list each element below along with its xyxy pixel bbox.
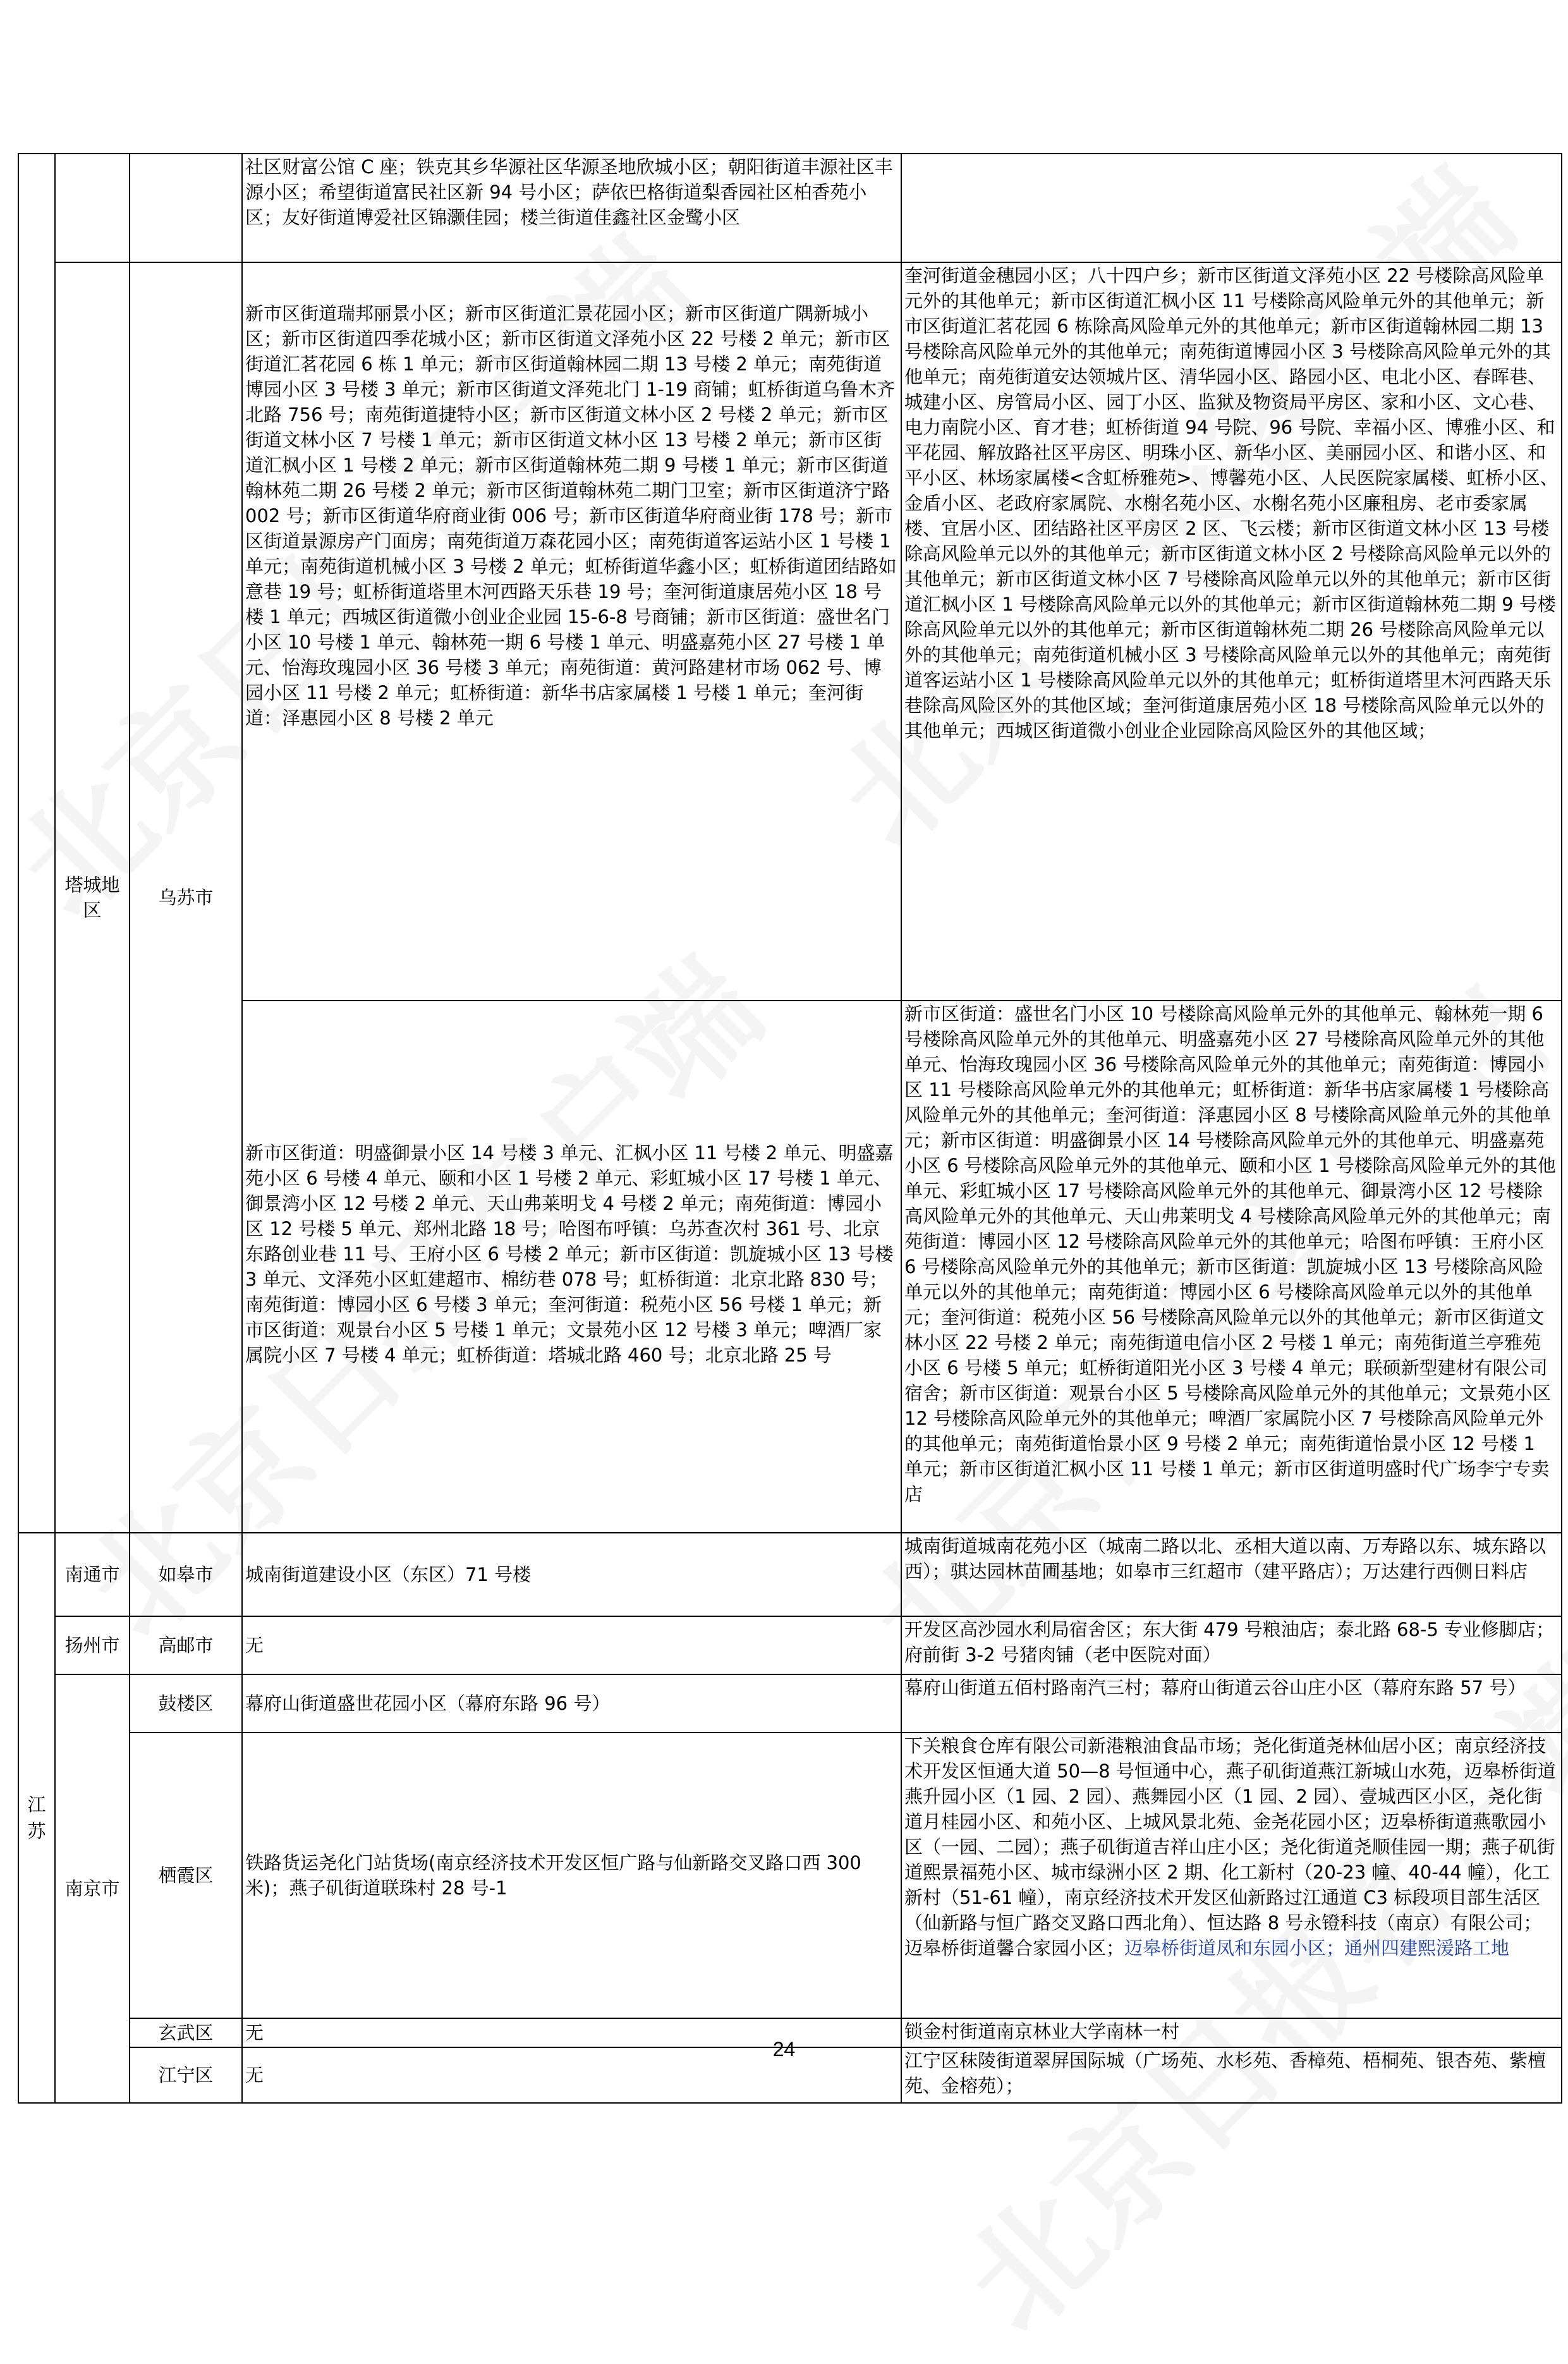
area-cell: 塔城地区 bbox=[55, 262, 130, 1533]
table-row bbox=[18, 154, 1562, 262]
high-risk-cell: 社区财富公馆 C 座；铁克其乡华源社区华源圣地欣城小区；朝阳街道丰源社区丰源小区；希望街道富民社区新 94 号小区；萨依巴格街道梨香园社区柏香苑小区；友好街道博爱社区锦灏佳园；楼兰街道佳鑫社区金鹭小区 bbox=[242, 154, 901, 262]
low-risk-cell: 城南街道城南花苑小区（城南二路以北、丞相大道以南、万寿路以东、城东路以西）；骐达园林苗圃基地；如皋市三红超市（建平路店）；万达建行西侧日料店 bbox=[901, 1533, 1562, 1616]
city-cell: 江宁区 bbox=[130, 2047, 242, 2103]
table-row bbox=[18, 1616, 1562, 1674]
table-row bbox=[18, 262, 1562, 1001]
high-risk-cell: 铁路货运尧化门站货场(南京经济技术开发区恒广路与仙新路交叉路口西 300 米)；燕子矶街道联珠村 28 号-1 bbox=[242, 1733, 901, 2018]
area-cell bbox=[55, 154, 130, 262]
table-row bbox=[18, 1533, 1562, 1616]
low-risk-text: 下关粮食仓库有限公司新港粮油食品市场；尧化街道尧林仙居小区；南京经济技术开发区恒通大道 50—8 号恒通中心，燕子矶街道燕江新城山水苑，迈皋桥街道燕升园小区（1 园、2 园）、燕舞园小区（1 园、2 园）、壹城西区小区，尧化街道月桂园小区、和苑小区、上城风景北苑、金尧花园小区；迈皋桥街道燕歌园小区（一园、二园）；燕子矶街道吉祥山庄小区；尧化街道尧顺佳园一期；燕子矶街道熙景福苑小区、城市绿洲小区 2 期、化工新村（20-23 幢、40-44 幢），化工新村（51-61 幢），南京经济技术开发区仙新路过江通道 C3 标段项目部生活区（仙新路与恒广路交叉路口西北角）、恒达路 8 号永镫科技（南京）有限公司；迈皋桥街道馨合家园小区； bbox=[904, 1735, 1556, 1959]
low-risk-cell bbox=[901, 154, 1562, 262]
high-risk-cell: 无 bbox=[242, 2018, 901, 2047]
high-risk-cell: 新市区街道瑞邦丽景小区；新市区街道汇景花园小区；新市区街道广隅新城小区；新市区街道四季花城小区；新市区街道文泽苑小区 22 号楼 2 单元；新市区街道汇茗花园 6 栋 1 单元；新市区街道翰林园二期 13 号楼 2 单元；南苑街道博园小区 3 号楼 3 单元；新市区街道文泽苑北门 1-19 商铺；虹桥街道乌鲁木齐北路 756 号；南苑街道捷特小区；新市区街道文林小区 2 号楼 2 单元；新市区街道文林小区 7 号楼 1 单元；新市区街道文林小区 13 号楼 2 单元；新市区街道汇枫小区 1 号楼 2 单元；新市区街道翰林苑二期 9 号楼 1 单元；新市区街道翰林苑二期 26 号楼 2 单元；新市区街道翰林苑二期门卫室；新市区街道济宁路 002 号；新市区街道华府商业街 006 号；新市区街道华府商业街 178 号；新市区街道景源房产门面房；南苑街道万森花园小区；南苑街道客运站小区 1 号楼 1 单元；南苑街道机械小区 3 号楼 2 单元；虹桥街道华鑫小区；虹桥街道团结路如意巷 19 号；虹桥街道塔里木河西路天乐巷 19 号；奎河街道康居苑小区 18 号楼 1 单元；西城区街道微小创业企业园 15-6-8 号商铺；新市区街道：盛世名门小区 10 号楼 1 单元、翰林苑一期 6 号楼 1 单元、明盛嘉苑小区 27 号楼 1 单元、怡海玫瑰园小区 36 号楼 3 单元；南苑街道：黄河路建材市场 062 号、博园小区 11 号楼 2 单元；虹桥街道：新华书店家属楼 1 号楼 1 单元；奎河街道：泽惠园小区 8 号楼 2 单元 bbox=[242, 262, 901, 1001]
area-cell: 扬州市 bbox=[55, 1616, 130, 1674]
city-cell: 如皋市 bbox=[130, 1533, 242, 1616]
risk-area-table bbox=[18, 153, 1562, 2104]
high-risk-cell: 新市区街道：明盛御景小区 14 号楼 3 单元、汇枫小区 11 号楼 2 单元、明盛嘉苑小区 6 号楼 4 单元、颐和小区 1 号楼 2 单元、彩虹城小区 17 号楼 1 单元、御景湾小区 12 号楼 2 单元、天山弗莱明戈 4 号楼 2 单元；南苑街道：博园小区 12 号楼 5 单元、郑州北路 18 号；哈图布呼镇：乌苏查次村 361 号、北京东路创业巷 11 号、王府小区 6 号楼 2 单元；新市区街道：凯旋城小区 13 号楼 3 单元、文泽苑小区虹建超市、棉纺巷 078 号；虹桥街道：北京北路 830 号；南苑街道：博园小区 6 号楼 3 单元；奎河街道：税苑小区 56 号楼 1 单元；新市区街道：观景台小区 5 号楼 1 单元；文景苑小区 12 号楼 3 单元；啤酒厂家属院小区 7 号楼 4 单元；虹桥街道：塔城北路 460 号；北京北路 25 号 bbox=[242, 1001, 901, 1533]
table-row bbox=[18, 1001, 1562, 1533]
high-risk-cell: 幕府山街道盛世花园小区（幕府东路 96 号） bbox=[242, 1674, 901, 1733]
city-cell: 乌苏市 bbox=[130, 262, 242, 1533]
high-risk-cell: 无 bbox=[242, 2047, 901, 2103]
high-risk-cell: 城南街道建设小区（东区）71 号楼 bbox=[242, 1533, 901, 1616]
area-cell: 南通市 bbox=[55, 1533, 130, 1616]
low-risk-cell: 开发区高沙园水利局宿舍区；东大街 479 号粮油店；泰北路 68-5 专业修脚店；府前街 3-2 号猪肉铺（老中医院对面） bbox=[901, 1616, 1562, 1674]
table-row bbox=[18, 1674, 1562, 1733]
province-cell bbox=[18, 1533, 55, 2103]
area-cell: 南京市 bbox=[55, 1674, 130, 2103]
low-risk-cell: 锁金村街道南京林业大学南林一村 bbox=[901, 2018, 1562, 2047]
low-risk-cell: 奎河街道金穗园小区；八十四户乡；新市区街道文泽苑小区 22 号楼除高风险单元外的其他单元；新市区街道汇枫小区 11 号楼除高风险单元外的其他单元；新市区街道汇茗花园 6 栋除高风险单元外的其他单元；新市区街道翰林园二期 13 号楼除高风险单元外的其他单元；南苑街道博园小区 3 号楼除高风险单元外的其他单元；南苑街道安达领城片区、清华园小区、路园小区、电北小区、春晖巷、城建小区、房管局小区、园丁小区、监狱及物资局平房区、家和小区、文心巷、电力南院小区、育才巷；虹桥街道 94 号院、96 号院、幸福小区、博雅小区、和平花园、解放路社区平房区、明珠小区、新华小区、美丽园小区、和谐小区、和平小区、林场家属楼<含虹桥雅苑>、博馨苑小区、人民医院家属楼、虹桥小区、金盾小区、老政府家属院、水榭名苑小区、水榭名苑小区廉租房、老市委家属楼、宜居小区、团结路社区平房区 2 区、飞云楼；新市区街道文林小区 13 号楼除高风险单元以外的其他单元；新市区街道文林小区 2 号楼除高风险单元以外的其他单元；新市区街道文林小区 7 号楼除高风险单元以外的其他单元；新市区街道汇枫小区 1 号楼除高风险单元以外的其他单元；新市区街道翰林苑二期 9 号楼除高风险单元以外的其他单元；新市区街道翰林苑二期 26 号楼除高风险单元以外的其他单元；南苑街道机械小区 3 号楼除高风险单元以外的其他单元；南苑街道客运站小区 1 号楼除高风险单元以外的其他单元；虹桥街道塔里木河西路天乐巷除高风险区外的其他区域；奎河街道康居苑小区 18 号楼除高风险单元以外的其他单元；西城区街道微小创业企业园除高风险区外的其他区域； bbox=[901, 262, 1562, 1001]
city-cell: 鼓楼区 bbox=[130, 1674, 242, 1733]
low-risk-cell: 新市区街道：盛世名门小区 10 号楼除高风险单元外的其他单元、翰林苑一期 6 号楼除高风险单元外的其他单元、明盛嘉苑小区 27 号楼除高风险单元外的其他单元、怡海玫瑰园小区 36 号楼除高风险单元外的其他单元；南苑街道：博园小区 11 号楼除高风险单元外的其他单元；虹桥街道：新华书店家属楼 1 号楼除高风险单元外的其他单元；奎河街道：泽惠园小区 8 号楼除高风险单元外的其他单元；新市区街道：明盛御景小区 14 号楼除高风险单元外的其他单元、明盛嘉苑小区 6 号楼除高风险单元外的其他单元、颐和小区 1 号楼除高风险单元外的其他单元、彩虹城小区 17 号楼除高风险单元外的其他单元、御景湾小区 12 号楼除高风险单元外的其他单元、天山弗莱明戈 4 号楼除高风险单元外的其他单元；南苑街道：博园小区 12 号楼除高风险单元外的其他单元；哈图布呼镇：王府小区 6 号楼除高风险单元外的其他单元；新市区街道：凯旋城小区 13 号楼除高风险单元以外的其他单元；南苑街道：博园小区 6 号楼除高风险单元以外的其他单元；奎河街道：税苑小区 56 号楼除高风险单元以外的其他单元；新市区街道文林小区 22 号楼 2 单元；南苑街道电信小区 2 号楼 1 单元；南苑街道兰亭雅苑小区 6 号楼 5 单元；虹桥街道阳光小区 3 号楼 4 单元；联硕新型建材有限公司宿舍；新市区街道：观景台小区 5 号楼除高风险单元外的其他单元；文景苑小区 12 号楼除高风险单元外的其他单元；啤酒厂家属院小区 7 号楼除高风险单元外的其他单元；南苑街道怡景小区 9 号楼 2 单元；南苑街道怡景小区 12 号楼 1 单元；新市区街道汇枫小区 11 号楼 1 单元；新市区街道明盛时代广场李宁专卖店 bbox=[901, 1001, 1562, 1533]
city-cell bbox=[130, 154, 242, 262]
city-cell: 栖霞区 bbox=[130, 1733, 242, 2018]
province-label: 江苏 bbox=[27, 1794, 46, 1842]
table-row bbox=[18, 1733, 1562, 2018]
low-risk-text-highlight: 迈皋桥街道凤和东园小区；通州四建熙湲路工地 bbox=[1124, 1937, 1510, 1959]
low-risk-cell bbox=[901, 1733, 1562, 2018]
city-cell: 高邮市 bbox=[130, 1616, 242, 1674]
high-risk-cell: 无 bbox=[242, 1616, 901, 1674]
low-risk-cell: 江宁区秣陵街道翠屏国际城（广场苑、水杉苑、香樟苑、梧桐苑、银杏苑、紫檀苑、金榕苑）； bbox=[901, 2047, 1562, 2103]
city-cell: 玄武区 bbox=[130, 2018, 242, 2047]
low-risk-cell: 幕府山街道五佰村路南汽三村；幕府山街道云谷山庄小区（幕府东路 57 号） bbox=[901, 1674, 1562, 1733]
province-cell bbox=[18, 154, 55, 1533]
page-number: 24 bbox=[772, 2038, 796, 2061]
